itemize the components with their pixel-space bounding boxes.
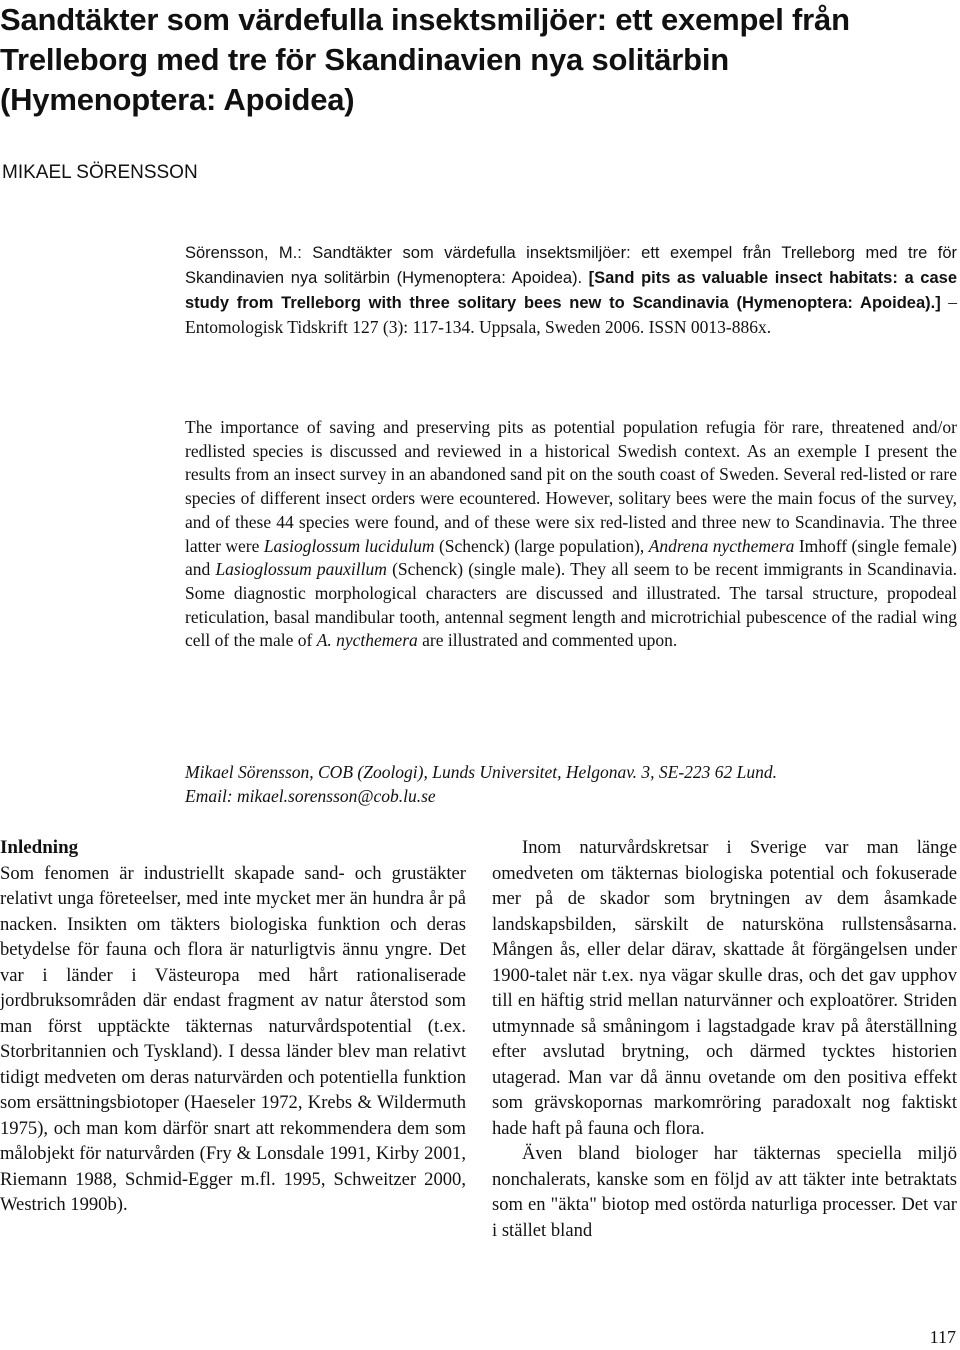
abstract-text: are illustrated and commented upon.	[417, 630, 678, 651]
author-address	[185, 760, 957, 808]
species-name: Lasioglossum lucidulum	[263, 535, 435, 556]
abstract	[185, 416, 957, 653]
article-title: Sandtäkter som värdefulla insektsmiljöer: ett exempel från Trelleborg med tre för Skandinavien nya solitärbin (Hymenoptera: Apoidea)	[0, 2, 850, 117]
address-line: Mikael Sörensson, COB (Zoologi), Lunds Universitet, Helgonav. 3, SE-223 62 Lund.	[185, 762, 778, 782]
abstract-text: Imhoff (single female) and	[185, 535, 958, 580]
email-address: Email: mikael.sorensson@cob.lu.se	[185, 786, 436, 806]
abstract-text: The importance of saving and preserving pits as potential population refugia för rare, threatened and/or redlisted species is discussed and reviewed in a historical Swedish context. As an exemple I present the results from an insect survey in an abandoned sand pit on the south coast of Sweden. Several red-listed or rare species of different insect orders were ecountered. However, solitary bees were the main focus of the survey, and of these 44 species were found, and of these were six red-listed and three new to Scandinavia. The three latter were	[185, 417, 957, 556]
citation-block	[185, 240, 957, 339]
citation-text: Sörensson, M.: Sandtäkter som värdefulla insektsmiljöer: ett exempel från Trelleborg med tre för Skandinavien nya solitärbin (Hymenoptera: Apoidea).	[185, 244, 957, 287]
right-column	[492, 835, 957, 1243]
left-column	[0, 835, 466, 1218]
page-number: 117	[929, 1327, 956, 1347]
abstract-text: (Schenck) (large population),	[434, 535, 649, 556]
body-paragraph: Även bland biologer har täkternas speciella miljö nonchalerats, kanske som en följd av att täkter inte betraktats som en "äkta" biotop med ostörda naturliga processer. Det var i stället bland	[492, 1143, 957, 1241]
species-name: A. nycthemera	[316, 630, 418, 651]
abstract-text: (Schenck) (single male). They all seem to be recent immigrants in Scandinavia. Some diagnostic morphological characters are discussed and illustrated. The tarsal structure, propodeal reticulation, basal mandibular tooth, antennal segment length and microtrichial pubescence of the radial wing cell of the male of	[185, 559, 957, 651]
citation-journal-info: – Entomologisk Tidskrift 127 (3): 117-134. Uppsala, Sweden 2006. ISSN 0013-886x.	[185, 292, 958, 337]
body-paragraph: Som fenomen är industriellt skapade sand- och grustäkter relativt unga företeelser, med inte mycket mer än hundra år på nacken. Insikten om täkters biologiska funktion och deras betydelse för fauna och flora är naturligtvis ännu yngre. Det var i länder i Västeuropa med hårt rationaliserade jordbruksområden där endast fragment av natur återstod som man först upptäckte täkternas naturvårdspotential (t.ex. Storbritannien och Tyskland). I dessa länder blev man relativt tidigt medveten om deras naturvärden och potentiella funktion som ersättningsbiotoper (Haeseler 1972, Krebs & Wildermuth 1975), och man kom därför snart att rekommendera dem som målobjekt för naturvården (Fry & Lonsdale 1991, Kirby 2001, Riemann 1988, Schmid-Egger m.fl. 1995, Schweitzer 2000, Westrich 1990b).	[0, 862, 466, 1215]
species-name: Lasioglossum pauxillum	[215, 559, 387, 580]
author-name: MIKAEL SÖRENSSON	[2, 162, 198, 183]
citation-english-title: [Sand pits as valuable insect habitats: a case study from Trelleborg with three solitary bees new to Scandinavia (Hymenoptera: Apoidea).]	[185, 269, 957, 312]
section-heading-inledning: Inledning	[0, 837, 79, 858]
species-name: Andrena nycthemera	[648, 535, 795, 556]
body-paragraph: Inom naturvårdskretsar i Sverige var man länge omedveten om täkternas biologiska potential och fokuserade mer på de skador som brytningen av dem åsamkade landskapsbilden, särskilt de natursköna rullstensåsarna. Mången ås, eller delar därav, skattade åt förgängelsen under 1900-talet när t.ex. nya vägar skulle dras, och det gav upphov till en häftig strid mellan naturvänner och exploatörer. Striden utmynnade så småningom i lagstadgade krav på återställning efter avslutad brytning, och därmed tycktes historien utagerad. Man var då ännu ovetande om den positiva effekt som grävskopornas markomröring paradoxalt nog faktiskt hade haft på fauna och flora.	[492, 837, 957, 1139]
